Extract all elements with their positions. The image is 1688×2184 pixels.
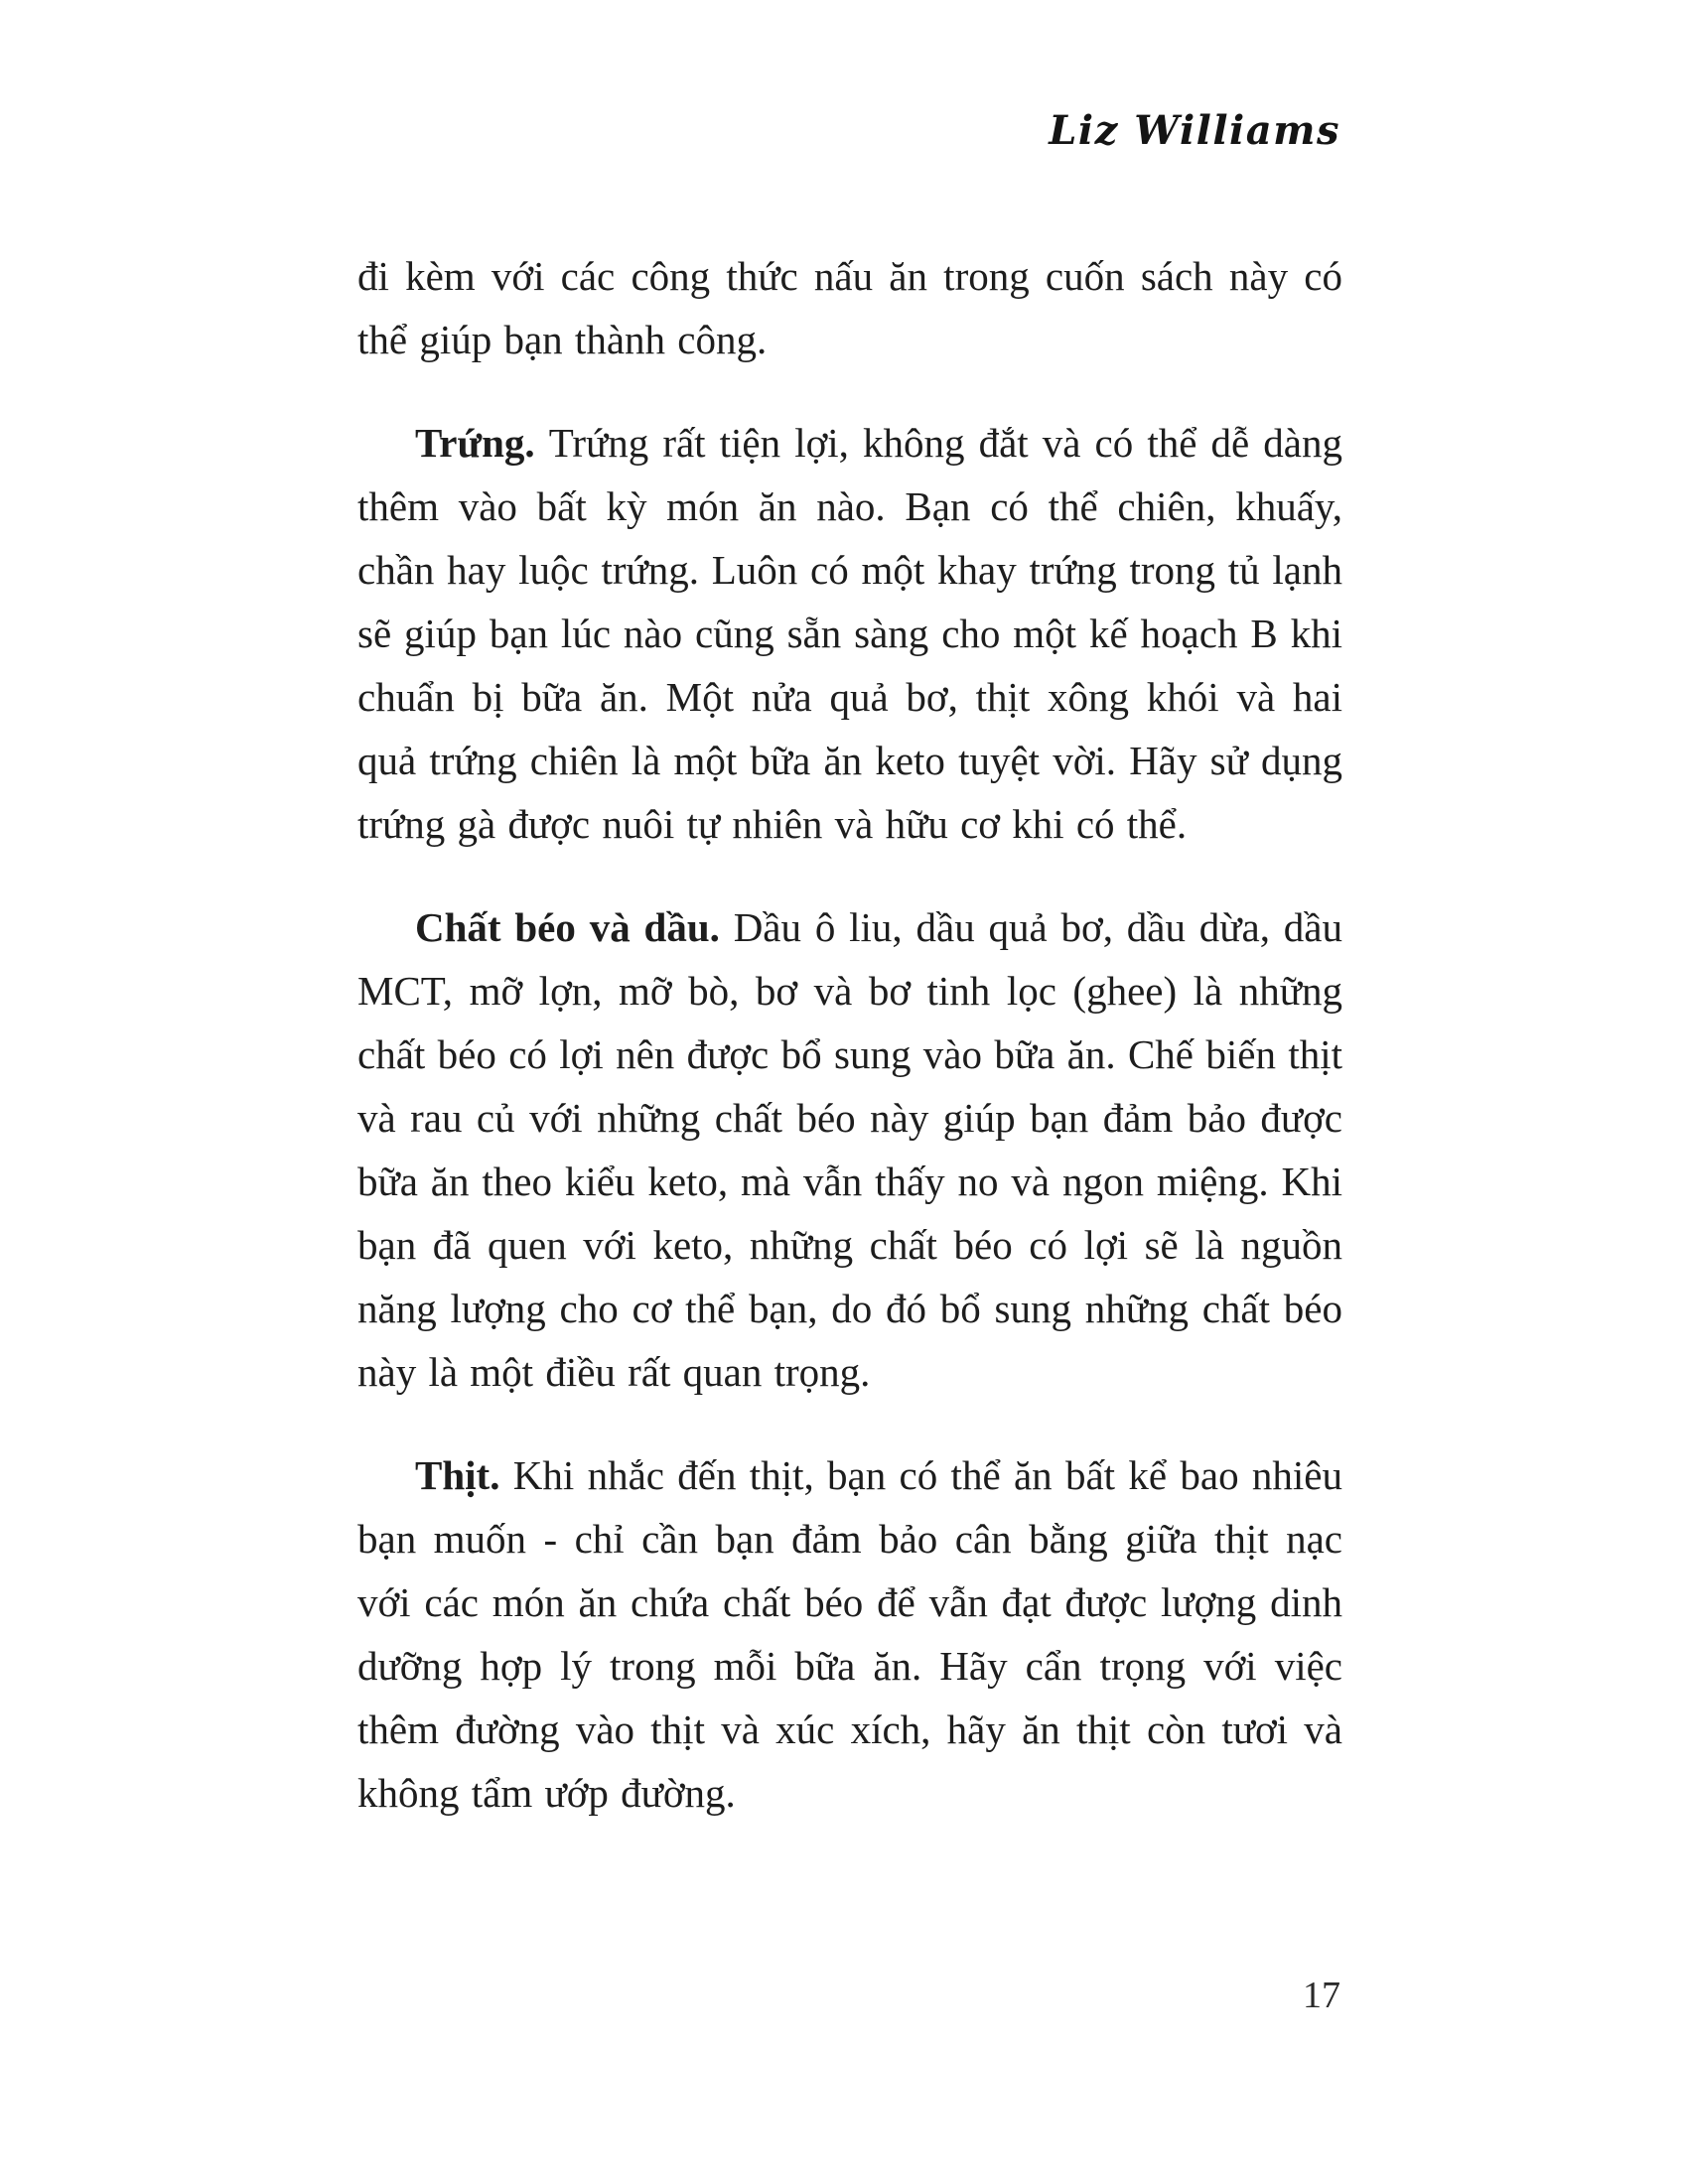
paragraph-text: Trứng rất tiện lợi, không đắt và có thể dễ dàng thêm vào bất kỳ món ăn nào. Bạn có thể chiên, khuấy, chần hay luộc trứng. Luôn có một khay trứng trong tủ lạnh sẽ giúp bạn lúc nào cũng sẵn sàng cho một kế hoạch B khi chuẩn bị bữa ăn. Một nửa quả bơ, thịt xông khói và hai quả trứng chiên là một bữa ăn keto tuyệt vời. Hãy sử dụng trứng gà được nuôi tự nhiên và hữu cơ khi có thể. xyxy=(357,420,1342,847)
paragraph-text: đi kèm với các công thức nấu ăn trong cuốn sách này có thể giúp bạn thành công. xyxy=(357,253,1342,362)
running-header-author: Liz Williams xyxy=(1049,107,1340,154)
paragraph-lead: Trứng. xyxy=(415,420,549,466)
paragraph xyxy=(357,1443,1342,1825)
paragraph xyxy=(357,895,1342,1404)
paragraph-lead: Thịt. xyxy=(415,1452,513,1498)
paragraph-text: Dầu ô liu, dầu quả bơ, dầu dừa, dầu MCT, mỡ lợn, mỡ bò, bơ và bơ tinh lọc (ghee) là những chất béo có lợi nên được bổ sung vào bữa ăn. Chế biến thịt và rau củ với những chất béo này giúp bạn đảm bảo được bữa ăn theo kiểu keto, mà vẫn thấy no và ngon miệng. Khi bạn đã quen với keto, những chất béo có lợi sẽ là nguồn năng lượng cho cơ thể bạn, do đó bổ sung những chất béo này là một điều rất quan trọng. xyxy=(357,904,1342,1395)
page-number: 17 xyxy=(1303,1975,1340,2016)
paragraph xyxy=(357,411,1342,856)
paragraph xyxy=(357,244,1342,371)
paragraph-text: Khi nhắc đến thịt, bạn có thể ăn bất kể bao nhiêu bạn muốn - chỉ cần bạn đảm bảo cân bằng giữa thịt nạc với các món ăn chứa chất béo để vẫn đạt được lượng dinh dưỡng hợp lý trong mỗi bữa ăn. Hãy cẩn trọng với việc thêm đường vào thịt và xúc xích, hãy ăn thịt còn tươi và không tẩm ướp đường. xyxy=(357,1452,1342,1816)
page-body xyxy=(357,244,1342,1864)
paragraph-lead: Chất béo và dầu. xyxy=(415,904,734,950)
